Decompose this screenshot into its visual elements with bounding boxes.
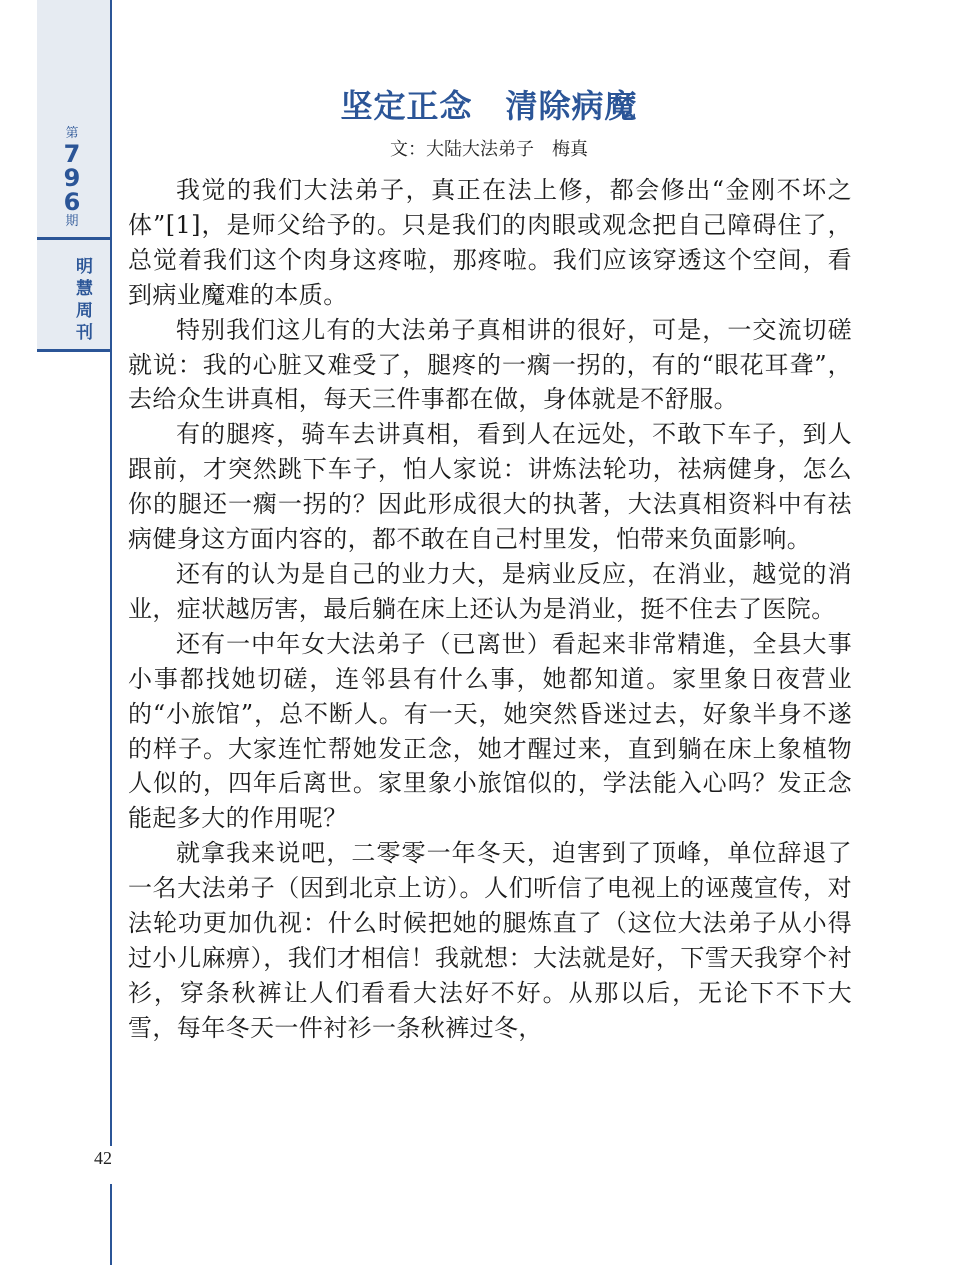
margin-rule xyxy=(110,0,112,1265)
article-body xyxy=(128,173,852,1046)
article-byline: 文：大陆大法弟子 梅真 xyxy=(390,139,588,160)
issue-suffix: 期 xyxy=(65,214,79,229)
page-number: 42 xyxy=(94,1148,112,1168)
issue-label xyxy=(37,118,110,240)
paragraph: 还有的认为是自己的业力大，是病业反应，在消业，越觉的消业，症状越厉害，最后躺在床上还认为是消业，挺不住去了医院。 xyxy=(128,559,852,623)
magazine-name: 明 慧 周 刊 xyxy=(76,257,93,343)
paragraph: 我觉的我们大法弟子，真正在法上修，都会修出“金刚不坏之体”[1]，是师父给予的。只是我们的肉眼或观念把自己障碍住了，总觉着我们这个肉身这疼啦，那疼啦。我们应该穿透这个空间，看到病业魔难的本质。 xyxy=(128,176,852,309)
paragraph: 还有一中年女大法弟子（已离世）看起来非常精進，全县大事小事都找她切磋，连邻县有什么事，她都知道。家里象日夜营业的“小旅馆”，总不断人。有一天，她突然昏迷过去，好象半身不遂的样子。大家连忙帮她发正念，她才醒过来，直到躺在床上象植物人似的，四年后离世。家里象小旅馆似的，学法能入心吗？发正念能起多大的作用呢？ xyxy=(128,629,852,833)
issue-prefix: 第 xyxy=(65,126,79,141)
paragraph: 特别我们这儿有的大法弟子真相讲的很好，可是，一交流切磋就说：我的心脏又难受了，腿疼的一瘸一拐的，有的“眼花耳聋”，去给众生讲真相，每天三件事都在做，身体就是不舒服。 xyxy=(128,315,852,414)
issue-number: 7 9 6 xyxy=(63,140,81,216)
paragraph: 就拿我来说吧，二零零一年冬天，迫害到了顶峰，单位辞退了一名大法弟子（因到北京上访）。人们听信了电视上的诬蔑宣传，对法轮功更加仇视：什么时候把她的腿炼直了（这位大法弟子从小得过小儿麻痹），我们才相信！我就想：大法就是好，下雪天我穿个衬衫，穿条秋裤让人们看看大法好不好。从那以后，无论下不下大雪，每年冬天一件衬衫一条秋裤过冬， xyxy=(128,839,852,1042)
paragraph: 有的腿疼，骑车去讲真相，看到人在远处，不敢下车子，到人跟前，才突然跳下车子，怕人家说：讲炼法轮功，祛病健身，怎么你的腿还一瘸一拐的？因此形成很大的执著，大法真相资料中有祛病健身这方面内容的，都不敢在自己村里发，怕带来负面影响。 xyxy=(128,420,852,554)
article-title: 坚定正念 清除病魔 xyxy=(340,87,638,125)
